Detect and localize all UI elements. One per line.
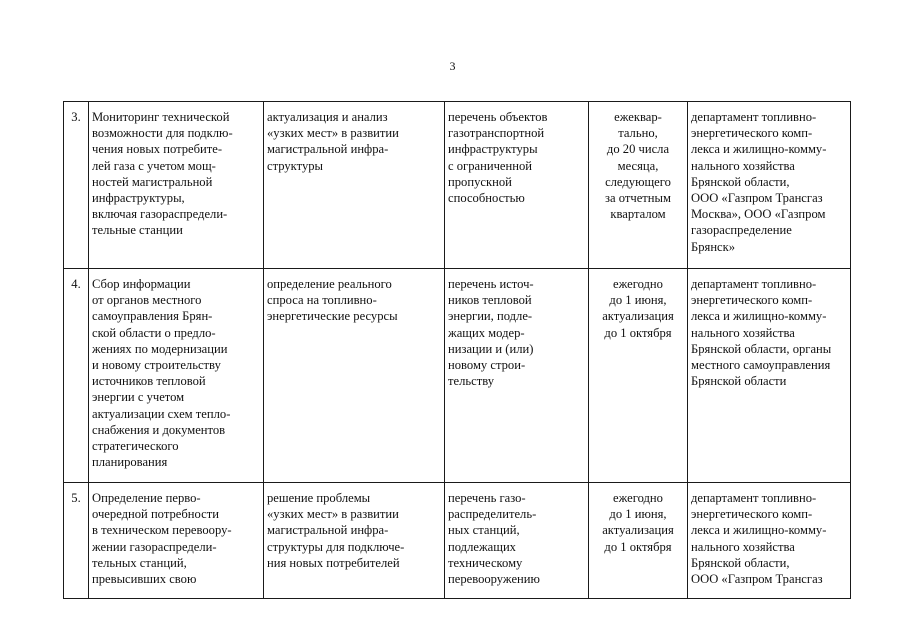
cell-text-line: энергетического комп- bbox=[691, 293, 813, 308]
cell-text-line: Москва», ООО «Газпром bbox=[691, 207, 826, 222]
cell-text-line: энергетического комп- bbox=[691, 507, 813, 522]
deadline-cell bbox=[589, 102, 688, 269]
cell-text-line: тельные станции bbox=[92, 223, 183, 238]
cell-text-line: перечень объектов bbox=[448, 110, 548, 124]
cell-text-line: следующего bbox=[605, 174, 671, 189]
cell-text-line: нального хозяйства bbox=[691, 539, 795, 554]
cell-text-line: до 1 июня, bbox=[609, 507, 667, 522]
cell-text-line: самоуправления Брян- bbox=[92, 309, 213, 324]
cell-text-line: перевооружению bbox=[448, 572, 540, 587]
cell-text-line: «узких мест» в развитии bbox=[267, 126, 399, 141]
cell-text-line: магистральной инфра- bbox=[267, 142, 389, 157]
table-row bbox=[64, 483, 851, 599]
cell-text-line: способностью bbox=[448, 191, 525, 206]
cell-text-line: жащих модер- bbox=[448, 325, 525, 340]
cell-text-line: тельству bbox=[448, 374, 495, 389]
cell-text-line: ежегодно bbox=[613, 277, 663, 291]
cell-text-line: актуализация bbox=[602, 309, 674, 324]
cell-text-line: Брянской области, органы bbox=[691, 341, 832, 356]
cell-text-line: Брянской области, bbox=[691, 555, 790, 570]
cell-text-line: перечень источ- bbox=[448, 277, 534, 291]
measure-cell bbox=[89, 483, 264, 599]
deadline-cell bbox=[589, 269, 688, 483]
cell-text-line: структуры для подключе- bbox=[267, 539, 405, 554]
cell-text-line: нального хозяйства bbox=[691, 158, 795, 173]
measure-cell bbox=[89, 269, 264, 483]
cell-text-line: до 1 июня, bbox=[609, 293, 667, 308]
cell-text-line: низации и (или) bbox=[448, 341, 534, 356]
cell-text-line: до 1 октября bbox=[604, 539, 672, 554]
cell-text-line: распределитель- bbox=[448, 507, 537, 522]
cell-text-line: включая газораспредели- bbox=[92, 207, 228, 222]
row-number: 3. bbox=[64, 102, 89, 269]
cell-text-line: актуализация bbox=[602, 523, 674, 538]
task-cell bbox=[264, 269, 445, 483]
result-cell bbox=[445, 483, 589, 599]
cell-text-line: энергетические ресурсы bbox=[267, 309, 398, 324]
cell-text-line: перечень газо- bbox=[448, 491, 526, 505]
cell-text-line: пропускной bbox=[448, 174, 512, 189]
cell-text-line: Определение перво- bbox=[92, 491, 201, 505]
cell-text-line: кварталом bbox=[610, 207, 666, 222]
cell-text-line: месяца, bbox=[617, 158, 659, 173]
cell-text-line: лекса и жилищно-комму- bbox=[691, 142, 827, 157]
cell-text-line: до 1 октября bbox=[604, 325, 672, 340]
cell-text-line: ных станций, bbox=[448, 523, 520, 538]
cell-text-line: Брянской области, bbox=[691, 174, 790, 189]
cell-text-line: превысивших свою bbox=[92, 572, 197, 587]
cell-text-line: Сбор информации bbox=[92, 277, 191, 291]
cell-text-line: ежеквар- bbox=[614, 110, 662, 124]
cell-text-line: жении газораспредели- bbox=[92, 539, 217, 554]
cell-text-line: и новому строительству bbox=[92, 358, 221, 373]
cell-text-line: ежегодно bbox=[613, 491, 663, 505]
cell-text-line: спроса на топливно- bbox=[267, 293, 377, 308]
cell-text-line: газораспределение bbox=[691, 223, 792, 238]
measures-table bbox=[63, 101, 851, 599]
cell-text-line: энергии, подле- bbox=[448, 309, 533, 324]
responsible-cell bbox=[688, 483, 851, 599]
cell-text-line: определение реального bbox=[267, 277, 392, 291]
cell-text-line: тельных станций, bbox=[92, 555, 187, 570]
cell-text-line: ООО «Газпром Трансгаз bbox=[691, 572, 823, 587]
task-cell bbox=[264, 483, 445, 599]
cell-text-line: ния новых потребителей bbox=[267, 555, 400, 570]
measure-cell bbox=[89, 102, 264, 269]
cell-text-line: чения новых потребите- bbox=[92, 142, 223, 157]
table-row bbox=[64, 269, 851, 483]
cell-text-line: очередной потребности bbox=[92, 507, 219, 522]
cell-text-line: департамент топливно- bbox=[691, 491, 817, 505]
cell-text-line: Брянск» bbox=[691, 239, 736, 254]
cell-text-line: департамент топливно- bbox=[691, 110, 817, 124]
cell-text-line: ников тепловой bbox=[448, 293, 532, 308]
cell-text-line: нального хозяйства bbox=[691, 325, 795, 340]
cell-text-line: планирования bbox=[92, 455, 168, 470]
cell-text-line: подлежащих bbox=[448, 539, 516, 554]
cell-text-line: снабжения и документов bbox=[92, 422, 226, 437]
cell-text-line: лекса и жилищно-комму- bbox=[691, 309, 827, 324]
cell-text-line: актуализация и анализ bbox=[267, 110, 388, 124]
cell-text-line: решение проблемы bbox=[267, 491, 371, 505]
row-number: 5. bbox=[64, 483, 89, 599]
cell-text-line: ской области о предло- bbox=[92, 325, 216, 340]
cell-text-line: возможности для подклю- bbox=[92, 126, 233, 141]
cell-text-line: с ограниченной bbox=[448, 158, 533, 173]
cell-text-line: ООО «Газпром Трансгаз bbox=[691, 191, 823, 206]
cell-text-line: стратегического bbox=[92, 439, 179, 454]
cell-text-line: газотранспортной bbox=[448, 126, 545, 141]
cell-text-line: до 20 числа bbox=[606, 142, 670, 157]
task-cell bbox=[264, 102, 445, 269]
result-cell bbox=[445, 102, 589, 269]
cell-text-line: от органов местного bbox=[92, 293, 202, 308]
cell-text-line: инфраструктуры bbox=[448, 142, 538, 157]
responsible-cell bbox=[688, 269, 851, 483]
responsible-cell bbox=[688, 102, 851, 269]
cell-text-line: «узких мест» в развитии bbox=[267, 507, 399, 522]
cell-text-line: инфраструктуры, bbox=[92, 191, 185, 206]
cell-text-line: источников тепловой bbox=[92, 374, 206, 389]
cell-text-line: Мониторинг технической bbox=[92, 110, 230, 124]
cell-text-line: энергии с учетом bbox=[92, 390, 185, 405]
cell-text-line: департамент топливно- bbox=[691, 277, 817, 291]
page-number: 3 bbox=[449, 59, 456, 73]
cell-text-line: магистральной инфра- bbox=[267, 523, 389, 538]
cell-text-line: актуализации схем тепло- bbox=[92, 406, 231, 421]
deadline-cell bbox=[589, 483, 688, 599]
cell-text-line: местного самоуправления bbox=[691, 358, 831, 373]
cell-text-line: тально, bbox=[618, 126, 658, 141]
cell-text-line: ностей магистральной bbox=[92, 174, 213, 189]
cell-text-line: энергетического комп- bbox=[691, 126, 813, 141]
cell-text-line: структуры bbox=[267, 158, 324, 173]
cell-text-line: в техническом перевоору- bbox=[92, 523, 232, 538]
cell-text-line: лекса и жилищно-комму- bbox=[691, 523, 827, 538]
cell-text-line: техническому bbox=[448, 555, 523, 570]
cell-text-line: Брянской области bbox=[691, 374, 787, 389]
cell-text-line: за отчетным bbox=[605, 191, 671, 206]
result-cell bbox=[445, 269, 589, 483]
table-row bbox=[64, 102, 851, 269]
row-number: 4. bbox=[64, 269, 89, 483]
cell-text-line: жениях по модернизации bbox=[92, 341, 228, 356]
cell-text-line: лей газа с учетом мощ- bbox=[92, 158, 216, 173]
cell-text-line: новому строи- bbox=[448, 358, 526, 373]
